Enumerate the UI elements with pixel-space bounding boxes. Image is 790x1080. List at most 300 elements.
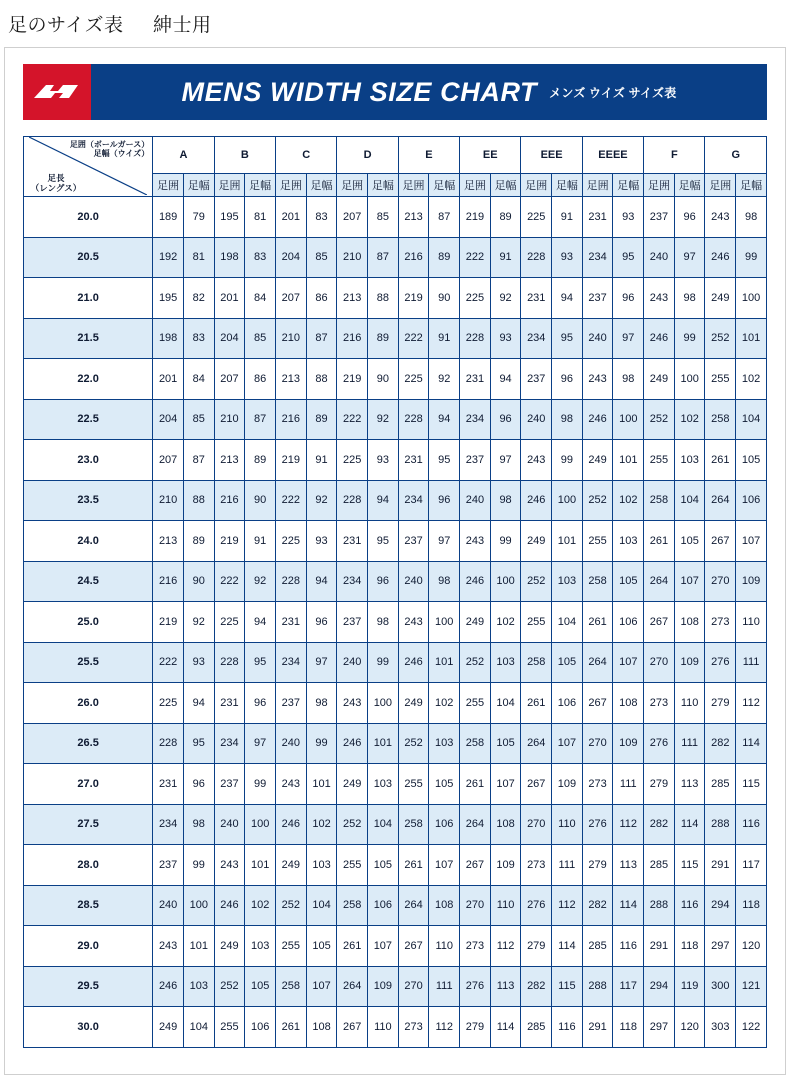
cell-width: 89 xyxy=(183,521,214,562)
cell-width: 99 xyxy=(490,521,521,562)
row-length-label: 27.0 xyxy=(24,764,153,805)
cell-width: 105 xyxy=(490,723,521,764)
table-row xyxy=(24,764,767,805)
cell-width: 81 xyxy=(245,197,276,238)
cell-girth: 219 xyxy=(276,440,307,481)
cell-width: 100 xyxy=(183,885,214,926)
cell-width: 118 xyxy=(674,926,705,967)
cell-girth: 231 xyxy=(582,197,613,238)
row-length-label: 20.5 xyxy=(24,237,153,278)
cell-girth: 210 xyxy=(214,399,245,440)
cell-width: 107 xyxy=(490,764,521,805)
cell-girth: 246 xyxy=(214,885,245,926)
row-length-label: 22.0 xyxy=(24,359,153,400)
cell-girth: 249 xyxy=(337,764,368,805)
cell-girth: 240 xyxy=(521,399,552,440)
cell-girth: 255 xyxy=(705,359,736,400)
cell-girth: 267 xyxy=(337,1007,368,1048)
cell-girth: 249 xyxy=(153,1007,184,1048)
cell-width: 96 xyxy=(368,561,399,602)
cell-width: 98 xyxy=(490,480,521,521)
row-length-label: 25.5 xyxy=(24,642,153,683)
cell-width: 99 xyxy=(552,440,583,481)
cell-girth: 243 xyxy=(582,359,613,400)
cell-width: 100 xyxy=(674,359,705,400)
cell-width: 100 xyxy=(490,561,521,602)
cell-width: 92 xyxy=(183,602,214,643)
cell-girth: 303 xyxy=(705,1007,736,1048)
cell-width: 92 xyxy=(490,278,521,319)
cell-width: 113 xyxy=(613,845,644,886)
cell-width: 96 xyxy=(183,764,214,805)
width-header-d: D xyxy=(337,137,398,174)
cell-width: 118 xyxy=(613,1007,644,1048)
row-length-label: 28.5 xyxy=(24,885,153,926)
cell-width: 105 xyxy=(429,764,460,805)
row-length-label: 27.5 xyxy=(24,804,153,845)
cell-girth: 276 xyxy=(582,804,613,845)
cell-width: 98 xyxy=(674,278,705,319)
cell-girth: 243 xyxy=(705,197,736,238)
cell-girth: 189 xyxy=(153,197,184,238)
table-row xyxy=(24,885,767,926)
cell-width: 84 xyxy=(245,278,276,319)
cell-girth: 279 xyxy=(521,926,552,967)
cell-girth: 198 xyxy=(153,318,184,359)
cell-girth: 276 xyxy=(705,642,736,683)
cell-girth: 201 xyxy=(153,359,184,400)
subheader-width: 足幅 xyxy=(552,174,583,197)
row-length-label: 26.0 xyxy=(24,683,153,724)
cell-girth: 264 xyxy=(582,642,613,683)
cell-width: 93 xyxy=(613,197,644,238)
cell-girth: 240 xyxy=(153,885,184,926)
cell-girth: 261 xyxy=(398,845,429,886)
subheader-width: 足幅 xyxy=(674,174,705,197)
cell-width: 97 xyxy=(429,521,460,562)
cell-width: 114 xyxy=(674,804,705,845)
table-row xyxy=(24,480,767,521)
cell-width: 103 xyxy=(674,440,705,481)
cell-width: 103 xyxy=(490,642,521,683)
cell-girth: 243 xyxy=(521,440,552,481)
cell-width: 112 xyxy=(552,885,583,926)
corner-label-top-line2: 足幅（ウイズ） xyxy=(93,149,150,159)
cell-width: 108 xyxy=(490,804,521,845)
cell-width: 109 xyxy=(490,845,521,886)
cell-width: 87 xyxy=(368,237,399,278)
row-length-label: 26.5 xyxy=(24,723,153,764)
cell-width: 105 xyxy=(306,926,337,967)
cell-girth: 243 xyxy=(214,845,245,886)
cell-girth: 213 xyxy=(337,278,368,319)
corner-label-bottom-line1: 足長 xyxy=(47,173,65,184)
cell-girth: 252 xyxy=(276,885,307,926)
cell-girth: 267 xyxy=(460,845,491,886)
cell-girth: 288 xyxy=(582,966,613,1007)
cell-girth: 264 xyxy=(337,966,368,1007)
cell-girth: 243 xyxy=(644,278,675,319)
cell-girth: 222 xyxy=(460,237,491,278)
cell-girth: 234 xyxy=(582,237,613,278)
cell-girth: 204 xyxy=(214,318,245,359)
cell-width: 109 xyxy=(552,764,583,805)
cell-width: 102 xyxy=(490,602,521,643)
cell-girth: 237 xyxy=(398,521,429,562)
subheader-girth: 足囲 xyxy=(337,174,368,197)
cell-girth: 207 xyxy=(337,197,368,238)
table-row xyxy=(24,926,767,967)
cell-girth: 252 xyxy=(398,723,429,764)
cell-width: 112 xyxy=(429,1007,460,1048)
cell-girth: 213 xyxy=(276,359,307,400)
cell-width: 85 xyxy=(306,237,337,278)
cell-width: 96 xyxy=(306,602,337,643)
cell-width: 96 xyxy=(490,399,521,440)
table-row xyxy=(24,399,767,440)
cell-width: 107 xyxy=(736,521,767,562)
cell-width: 84 xyxy=(183,359,214,400)
row-length-label: 24.5 xyxy=(24,561,153,602)
cell-width: 105 xyxy=(736,440,767,481)
cell-girth: 240 xyxy=(398,561,429,602)
subheader-width: 足幅 xyxy=(429,174,460,197)
cell-width: 89 xyxy=(306,399,337,440)
page-title-part2: 紳士用 xyxy=(153,15,212,36)
table-row xyxy=(24,359,767,400)
cell-width: 98 xyxy=(368,602,399,643)
row-length-label: 20.0 xyxy=(24,197,153,238)
cell-girth: 207 xyxy=(276,278,307,319)
cell-width: 120 xyxy=(674,1007,705,1048)
cell-width: 95 xyxy=(613,237,644,278)
cell-girth: 234 xyxy=(398,480,429,521)
cell-girth: 264 xyxy=(644,561,675,602)
row-length-label: 28.0 xyxy=(24,845,153,886)
cell-girth: 258 xyxy=(521,642,552,683)
cell-width: 113 xyxy=(674,764,705,805)
cell-girth: 252 xyxy=(337,804,368,845)
cell-width: 101 xyxy=(552,521,583,562)
cell-girth: 264 xyxy=(705,480,736,521)
cell-width: 93 xyxy=(368,440,399,481)
cell-girth: 210 xyxy=(276,318,307,359)
cell-girth: 198 xyxy=(214,237,245,278)
cell-width: 103 xyxy=(183,966,214,1007)
cell-width: 100 xyxy=(429,602,460,643)
table-row xyxy=(24,318,767,359)
cell-girth: 297 xyxy=(705,926,736,967)
cell-width: 111 xyxy=(736,642,767,683)
cell-width: 107 xyxy=(368,926,399,967)
subheader-girth: 足囲 xyxy=(644,174,675,197)
cell-girth: 234 xyxy=(153,804,184,845)
cell-width: 99 xyxy=(736,237,767,278)
cell-girth: 282 xyxy=(582,885,613,926)
cell-width: 99 xyxy=(674,318,705,359)
cell-girth: 228 xyxy=(214,642,245,683)
cell-width: 103 xyxy=(306,845,337,886)
cell-girth: 219 xyxy=(153,602,184,643)
cell-girth: 249 xyxy=(276,845,307,886)
cell-width: 93 xyxy=(183,642,214,683)
cell-girth: 261 xyxy=(460,764,491,805)
cell-girth: 246 xyxy=(582,399,613,440)
cell-girth: 282 xyxy=(705,723,736,764)
cell-girth: 282 xyxy=(521,966,552,1007)
row-length-label: 29.0 xyxy=(24,926,153,967)
cell-width: 116 xyxy=(674,885,705,926)
cell-width: 102 xyxy=(613,480,644,521)
cell-width: 101 xyxy=(245,845,276,886)
cell-girth: 258 xyxy=(337,885,368,926)
cell-girth: 258 xyxy=(582,561,613,602)
cell-girth: 228 xyxy=(521,237,552,278)
cell-width: 103 xyxy=(429,723,460,764)
cell-girth: 258 xyxy=(644,480,675,521)
cell-width: 100 xyxy=(368,683,399,724)
cell-girth: 234 xyxy=(460,399,491,440)
cell-width: 94 xyxy=(245,602,276,643)
cell-width: 114 xyxy=(736,723,767,764)
cell-girth: 210 xyxy=(153,480,184,521)
cell-width: 96 xyxy=(552,359,583,400)
cell-girth: 204 xyxy=(153,399,184,440)
cell-girth: 231 xyxy=(214,683,245,724)
chart-banner xyxy=(23,64,767,120)
cell-width: 98 xyxy=(306,683,337,724)
row-length-label: 24.0 xyxy=(24,521,153,562)
cell-width: 94 xyxy=(552,278,583,319)
cell-width: 100 xyxy=(613,399,644,440)
cell-girth: 228 xyxy=(398,399,429,440)
cell-width: 97 xyxy=(490,440,521,481)
cell-girth: 288 xyxy=(705,804,736,845)
cell-girth: 237 xyxy=(276,683,307,724)
cell-girth: 276 xyxy=(460,966,491,1007)
cell-width: 98 xyxy=(429,561,460,602)
cell-width: 98 xyxy=(736,197,767,238)
table-row xyxy=(24,440,767,481)
cell-girth: 267 xyxy=(644,602,675,643)
cell-width: 91 xyxy=(490,237,521,278)
cell-width: 85 xyxy=(183,399,214,440)
cell-girth: 276 xyxy=(644,723,675,764)
cell-girth: 243 xyxy=(398,602,429,643)
banner-title-sub: メンズ ウイズ サイズ表 xyxy=(549,85,677,100)
cell-width: 97 xyxy=(674,237,705,278)
cell-girth: 285 xyxy=(582,926,613,967)
table-header-row-widths xyxy=(24,137,767,174)
cell-girth: 300 xyxy=(705,966,736,1007)
cell-width: 97 xyxy=(245,723,276,764)
cell-width: 101 xyxy=(183,926,214,967)
cell-girth: 225 xyxy=(153,683,184,724)
cell-girth: 252 xyxy=(460,642,491,683)
cell-width: 111 xyxy=(674,723,705,764)
cell-girth: 255 xyxy=(276,926,307,967)
cell-girth: 213 xyxy=(398,197,429,238)
cell-girth: 231 xyxy=(460,359,491,400)
width-header-c: C xyxy=(276,137,337,174)
width-header-b: B xyxy=(214,137,275,174)
cell-width: 121 xyxy=(736,966,767,1007)
cell-girth: 252 xyxy=(644,399,675,440)
cell-width: 91 xyxy=(306,440,337,481)
cell-girth: 249 xyxy=(398,683,429,724)
cell-width: 122 xyxy=(736,1007,767,1048)
cell-girth: 273 xyxy=(521,845,552,886)
subheader-girth: 足囲 xyxy=(582,174,613,197)
cell-width: 87 xyxy=(429,197,460,238)
cell-width: 92 xyxy=(429,359,460,400)
cell-width: 100 xyxy=(552,480,583,521)
cell-girth: 270 xyxy=(644,642,675,683)
cell-width: 94 xyxy=(490,359,521,400)
cell-girth: 279 xyxy=(460,1007,491,1048)
cell-width: 93 xyxy=(306,521,337,562)
cell-width: 106 xyxy=(368,885,399,926)
cell-width: 89 xyxy=(429,237,460,278)
cell-width: 118 xyxy=(736,885,767,926)
subheader-width: 足幅 xyxy=(368,174,399,197)
corner-label-bottom xyxy=(28,174,84,194)
cell-width: 99 xyxy=(183,845,214,886)
cell-width: 109 xyxy=(613,723,644,764)
cell-width: 90 xyxy=(183,561,214,602)
cell-width: 110 xyxy=(490,885,521,926)
subheader-girth: 足囲 xyxy=(460,174,491,197)
corner-label-bottom-line2: （レングス） xyxy=(30,183,82,194)
cell-width: 108 xyxy=(306,1007,337,1048)
table-row xyxy=(24,1007,767,1048)
width-header-eee: EEE xyxy=(521,137,582,174)
cell-width: 117 xyxy=(736,845,767,886)
table-row xyxy=(24,561,767,602)
cell-girth: 285 xyxy=(705,764,736,805)
cell-girth: 228 xyxy=(276,561,307,602)
cell-width: 81 xyxy=(183,237,214,278)
row-length-label: 25.0 xyxy=(24,602,153,643)
cell-width: 112 xyxy=(613,804,644,845)
subheader-width: 足幅 xyxy=(613,174,644,197)
cell-girth: 225 xyxy=(460,278,491,319)
cell-girth: 195 xyxy=(153,278,184,319)
cell-width: 110 xyxy=(736,602,767,643)
cell-width: 107 xyxy=(429,845,460,886)
cell-width: 105 xyxy=(368,845,399,886)
width-header-ee: EE xyxy=(460,137,521,174)
cell-girth: 216 xyxy=(153,561,184,602)
cell-width: 104 xyxy=(183,1007,214,1048)
cell-width: 89 xyxy=(490,197,521,238)
cell-girth: 291 xyxy=(644,926,675,967)
page-title-part1: 足のサイズ表 xyxy=(8,15,124,36)
subheader-width: 足幅 xyxy=(306,174,337,197)
cell-width: 111 xyxy=(429,966,460,1007)
cell-girth: 285 xyxy=(644,845,675,886)
cell-width: 108 xyxy=(429,885,460,926)
cell-width: 88 xyxy=(183,480,214,521)
cell-width: 110 xyxy=(674,683,705,724)
cell-width: 105 xyxy=(613,561,644,602)
cell-width: 104 xyxy=(490,683,521,724)
cell-width: 83 xyxy=(306,197,337,238)
cell-girth: 255 xyxy=(337,845,368,886)
cell-girth: 258 xyxy=(705,399,736,440)
cell-girth: 249 xyxy=(460,602,491,643)
cell-girth: 261 xyxy=(521,683,552,724)
cell-girth: 216 xyxy=(276,399,307,440)
cell-girth: 246 xyxy=(398,642,429,683)
cell-girth: 261 xyxy=(276,1007,307,1048)
cell-width: 102 xyxy=(306,804,337,845)
cell-girth: 288 xyxy=(644,885,675,926)
cell-width: 94 xyxy=(306,561,337,602)
width-header-a: A xyxy=(153,137,214,174)
cell-width: 90 xyxy=(245,480,276,521)
width-header-g: G xyxy=(705,137,767,174)
cell-girth: 222 xyxy=(214,561,245,602)
cell-girth: 243 xyxy=(276,764,307,805)
cell-width: 119 xyxy=(674,966,705,1007)
cell-girth: 231 xyxy=(337,521,368,562)
cell-width: 99 xyxy=(306,723,337,764)
cell-girth: 231 xyxy=(276,602,307,643)
cell-girth: 222 xyxy=(337,399,368,440)
cell-girth: 264 xyxy=(398,885,429,926)
cell-width: 107 xyxy=(552,723,583,764)
cell-girth: 240 xyxy=(276,723,307,764)
cell-width: 91 xyxy=(552,197,583,238)
cell-girth: 207 xyxy=(153,440,184,481)
corner-label-top-line1: 足囲（ボールガース） xyxy=(69,140,150,149)
cell-width: 105 xyxy=(674,521,705,562)
cell-girth: 246 xyxy=(337,723,368,764)
cell-width: 120 xyxy=(736,926,767,967)
cell-width: 103 xyxy=(552,561,583,602)
cell-girth: 243 xyxy=(460,521,491,562)
cell-width: 116 xyxy=(552,1007,583,1048)
cell-girth: 219 xyxy=(214,521,245,562)
cell-width: 110 xyxy=(368,1007,399,1048)
cell-width: 88 xyxy=(306,359,337,400)
cell-width: 104 xyxy=(368,804,399,845)
cell-girth: 255 xyxy=(521,602,552,643)
cell-width: 98 xyxy=(183,804,214,845)
cell-girth: 252 xyxy=(214,966,245,1007)
table-row xyxy=(24,723,767,764)
cell-girth: 270 xyxy=(705,561,736,602)
table-row xyxy=(24,845,767,886)
cell-width: 90 xyxy=(368,359,399,400)
cell-girth: 273 xyxy=(460,926,491,967)
subheader-girth: 足囲 xyxy=(276,174,307,197)
cell-girth: 273 xyxy=(705,602,736,643)
cell-girth: 249 xyxy=(582,440,613,481)
cell-girth: 246 xyxy=(644,318,675,359)
cell-width: 117 xyxy=(613,966,644,1007)
row-length-label: 29.5 xyxy=(24,966,153,1007)
cell-girth: 237 xyxy=(337,602,368,643)
cell-girth: 267 xyxy=(705,521,736,562)
cell-width: 86 xyxy=(245,359,276,400)
cell-girth: 246 xyxy=(705,237,736,278)
cell-width: 105 xyxy=(552,642,583,683)
cell-width: 102 xyxy=(245,885,276,926)
cell-girth: 243 xyxy=(337,683,368,724)
cell-width: 106 xyxy=(245,1007,276,1048)
